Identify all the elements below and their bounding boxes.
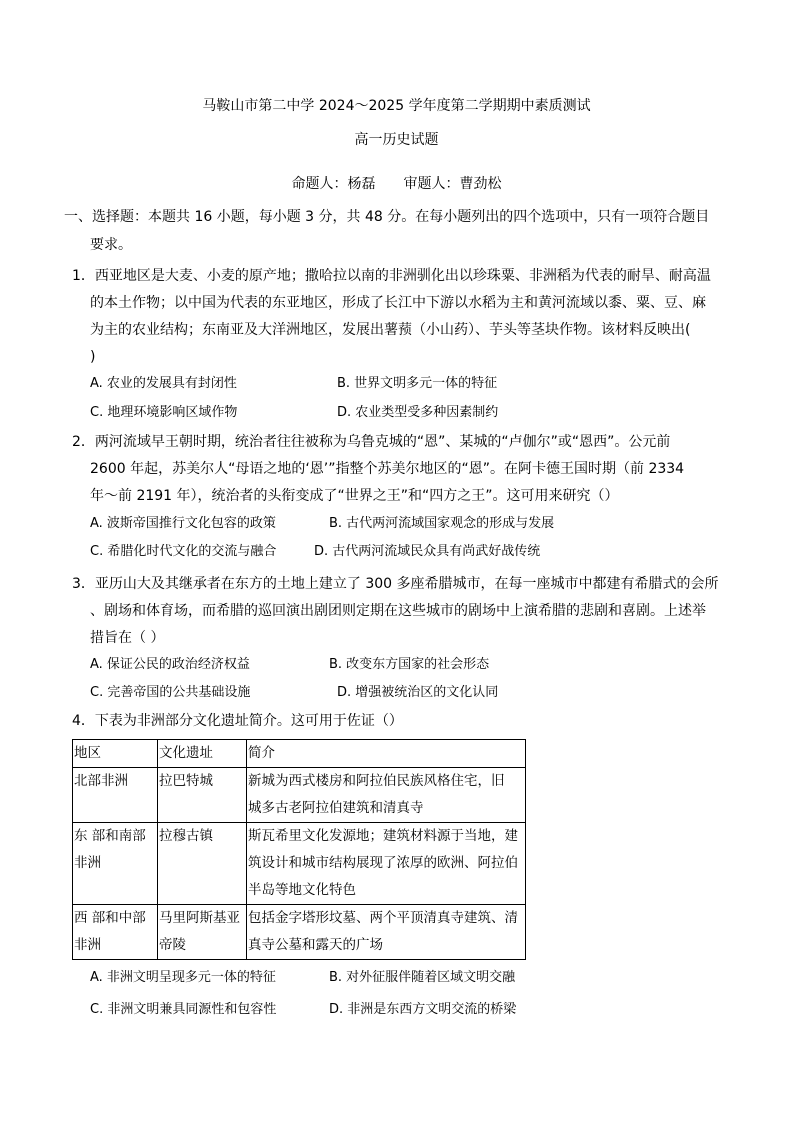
- option-a: A. 非洲文明呈现多元一体的特征: [90, 970, 276, 985]
- option-d: D. 古代两河流域民众具有尚武好战传统: [314, 544, 541, 559]
- option-d: D. 增强被统治区的文化认同: [337, 685, 499, 700]
- cell-text: 新城为西式楼房和阿拉伯民族风格住宅，旧: [248, 773, 505, 789]
- question-1-line: 1．西亚地区是大麦、小麦的原产地；撒哈拉以南的非洲驯化出以珍珠粟、非洲稻为代表的耐旱、耐高温: [72, 268, 711, 284]
- option-a: A. 农业的发展具有封闭性: [90, 376, 237, 391]
- table-header-row: [73, 740, 526, 768]
- option-a: A. 波斯帝国推行文化包容的政策: [90, 516, 276, 531]
- option-c: C. 地理环境影响区域作物: [90, 405, 238, 420]
- table-cell-region: [73, 905, 158, 960]
- option-a: A. 保证公民的政治经济权益: [90, 657, 250, 672]
- table-row: [73, 823, 526, 905]
- cell-text: 筑设计和城市结构展现了浓厚的欧洲、阿拉伯: [248, 855, 518, 871]
- table-cell-desc: [247, 905, 526, 960]
- cell-text: 非洲: [74, 855, 101, 871]
- table-cell-site: [158, 768, 247, 823]
- cell-text: 拉穆古镇: [159, 828, 213, 844]
- heritage-table: [72, 739, 526, 960]
- cell-text: 拉巴特城: [159, 773, 213, 789]
- question-2-line: 2．两河流域早王朝时期，统治者往往被称为乌鲁克城的“恩”、某城的“卢伽尔”或“恩西”。公元前: [72, 434, 671, 450]
- section-heading-cont: 要求。: [90, 237, 132, 253]
- option-b: B. 改变东方国家的社会形态: [329, 657, 490, 672]
- cell-text: 北部非洲: [74, 773, 128, 789]
- option-c: C. 希腊化时代文化的交流与融合: [90, 544, 277, 559]
- section-heading: 一、选择题：本题共 16 小题，每小题 3 分，共 48 分。在每小题列出的四个选项中，只有一项符合题目: [64, 209, 710, 225]
- question-2-line: 2600 年起，苏美尔人“母语之地的‘恩’”指整个苏美尔地区的“恩”。在阿卡德王国时期（前 2334: [90, 461, 685, 477]
- cell-text: 非洲: [74, 937, 101, 953]
- cell-text: 西 部和中部: [74, 910, 146, 926]
- question-1-line: 为主的农业结构；东南亚及大洋洲地区，发展出薯蓣（小山药）、芋头等茎块作物。该材料反映出(: [90, 322, 691, 338]
- option-c: C. 非洲文明兼具同源性和包容性: [90, 1002, 277, 1017]
- table-row: [73, 768, 526, 823]
- option-c: C. 完善帝国的公共基础设施: [90, 685, 251, 700]
- cell-text: 真寺公墓和露天的广场: [248, 937, 383, 953]
- table-header-cell: 地区: [73, 740, 158, 768]
- option-b: B. 对外征服伴随着区域文明交融: [329, 970, 516, 985]
- table-cell-desc: [247, 768, 526, 823]
- question-1-line: ): [90, 349, 96, 365]
- table-header-cell: 简介: [247, 740, 526, 768]
- cell-text: 包括金字塔形坟墓、两个平顶清真寺建筑、清: [248, 910, 518, 926]
- table-header-cell: 文化遗址: [158, 740, 247, 768]
- question-1-line: 的本土作物；以中国为代表的东亚地区，形成了长江中下游以水稻为主和黄河流域以黍、粟、豆、麻: [90, 295, 706, 311]
- table-cell-region: [73, 768, 158, 823]
- exam-authors: 命题人：杨磊 审题人：曹劲松: [291, 176, 502, 192]
- option-b: B. 古代两河流域国家观念的形成与发展: [329, 516, 555, 531]
- table-cell-site: [158, 823, 247, 905]
- question-3-line: 3．亚历山大及其继承者在东方的土地上建立了 300 多座希腊城市，在每一座城市中都建有希腊式的会所: [72, 576, 719, 592]
- question-2-line: 年～前 2191 年），统治者的头衔变成了“世界之王”和“四方之王”。这可用来研究（）: [90, 488, 619, 504]
- exam-title: 马鞍山市第二中学 2024～2025 学年度第二学期期中素质测试: [202, 98, 591, 114]
- question-4-line: 4．下表为非洲部分文化遗址简介。这可用于佐证（）: [72, 713, 403, 729]
- option-b: B. 世界文明多元一体的特征: [337, 376, 498, 391]
- cell-text: 半岛等地文化特色: [248, 882, 356, 898]
- cell-text: 斯瓦希里文化发源地；建筑材料源于当地，建: [248, 828, 518, 844]
- exam-subtitle: 高一历史试题: [354, 132, 439, 148]
- cell-text: 城多古老阿拉伯建筑和清真寺: [248, 800, 424, 816]
- cell-text: 帝陵: [159, 937, 186, 953]
- question-3-line: 措旨在（ ）: [90, 630, 165, 646]
- question-3-line: 、剧场和体育场，而希腊的巡回演出剧团则定期在这些城市的剧场中上演希腊的悲剧和喜剧。上述举: [90, 603, 706, 619]
- cell-text: 马里阿斯基亚: [159, 910, 240, 926]
- option-d: D. 非洲是东西方文明交流的桥梁: [329, 1002, 517, 1017]
- option-d: D. 农业类型受多种因素制约: [337, 405, 499, 420]
- table-cell-desc: [247, 823, 526, 905]
- cell-text: 东 部和南部: [74, 828, 146, 844]
- table-cell-region: [73, 823, 158, 905]
- table-row: [73, 905, 526, 960]
- table-cell-site: [158, 905, 247, 960]
